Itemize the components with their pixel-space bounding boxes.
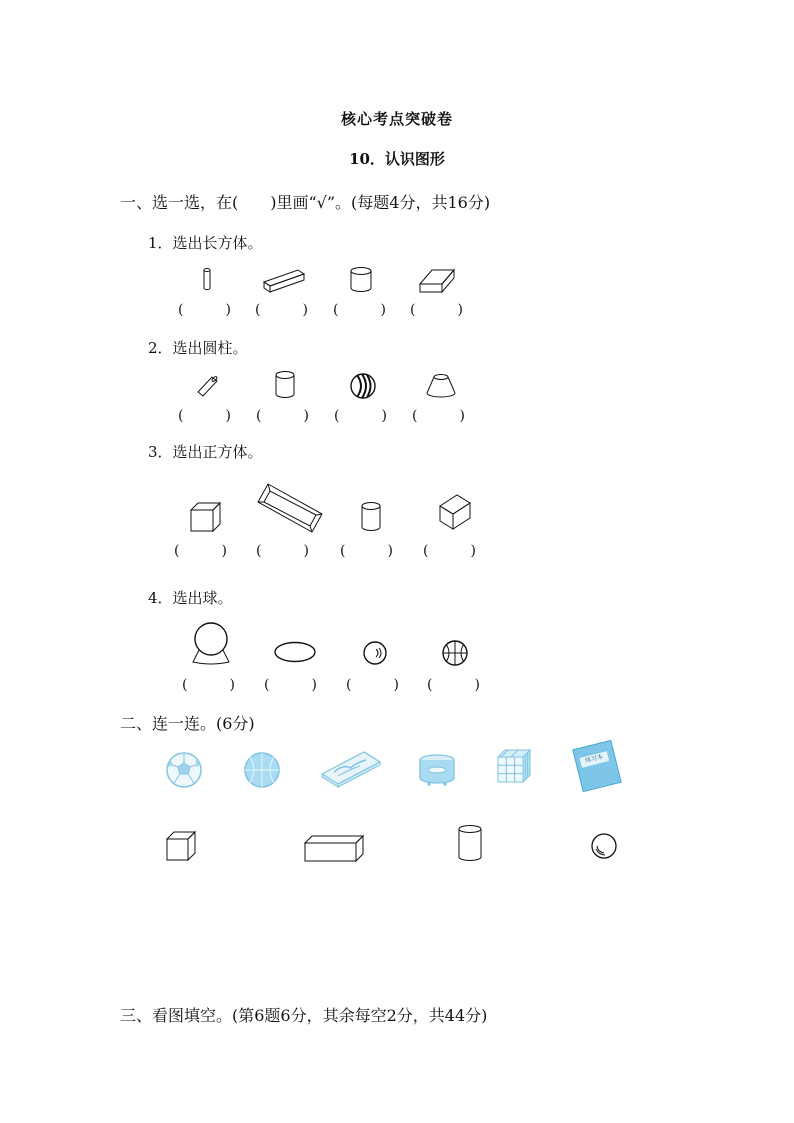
q2-answer-2[interactable]: ( )	[256, 408, 309, 424]
q1-answer-1[interactable]: ( )	[178, 302, 231, 318]
q4-answer-1[interactable]: ( )	[182, 677, 235, 693]
cylinder-icon	[273, 370, 297, 400]
frustum-icon	[424, 372, 458, 400]
section2-heading: 二、连一连。(6分)	[120, 714, 255, 733]
q1-answer-2[interactable]: ( )	[255, 302, 308, 318]
q2-answer-4[interactable]: ( )	[412, 408, 465, 424]
slanted-prism-icon	[418, 266, 458, 294]
striped-ball-icon	[349, 372, 377, 400]
q3-answer-1[interactable]: ( )	[174, 543, 227, 559]
page-subtitle: 10．认识图形	[349, 150, 445, 168]
q4-answer-2[interactable]: ( )	[264, 677, 317, 693]
rubik-cube-icon[interactable]	[496, 748, 532, 784]
pencil-box-icon[interactable]	[320, 750, 382, 788]
section3-heading: 三、看图填空。(第6题6分，其余每空2分，共44分)	[120, 1006, 488, 1025]
q4-answer-4[interactable]: ( )	[427, 677, 480, 693]
ellipse-icon	[272, 640, 318, 664]
soccer-ball-icon[interactable]	[164, 750, 204, 790]
cube-icon[interactable]	[164, 830, 198, 862]
section1-heading: 一、选一选，在( )里画“√”。(每题4分，共16分)	[120, 193, 491, 212]
small-ball-icon	[361, 639, 389, 667]
sphere-icon[interactable]	[590, 832, 618, 860]
question1-label: 1．选出长方体。	[148, 234, 263, 252]
question4-label: 4．选出球。	[148, 589, 233, 607]
cuboid-icon[interactable]	[303, 834, 365, 864]
exercise-book-label: 练习本	[580, 751, 610, 767]
q1-answer-4[interactable]: ( )	[410, 302, 463, 318]
tin-can-icon[interactable]	[417, 752, 457, 788]
basketball-object-icon[interactable]	[242, 750, 282, 790]
crystal-ball-icon	[190, 620, 232, 666]
question3-label: 3．选出正方体。	[148, 443, 263, 461]
long-box-icon	[256, 482, 326, 536]
q4-answer-3[interactable]: ( )	[346, 677, 399, 693]
diagonal-stick-icon	[196, 374, 220, 398]
cylinder-icon[interactable]	[456, 824, 484, 864]
cylinder-icon	[348, 266, 374, 294]
q2-answer-3[interactable]: ( )	[334, 408, 387, 424]
q3-answer-4[interactable]: ( )	[423, 543, 476, 559]
tilted-cube-icon	[437, 492, 473, 532]
page-title: 核心考点突破卷	[340, 110, 453, 128]
q1-answer-3[interactable]: ( )	[333, 302, 386, 318]
q3-answer-2[interactable]: ( )	[256, 543, 309, 559]
cuboid-bar-icon	[260, 266, 308, 294]
cube-icon	[188, 500, 224, 534]
q2-answer-1[interactable]: ( )	[178, 408, 231, 424]
q3-answer-3[interactable]: ( )	[340, 543, 393, 559]
basketball-icon	[441, 639, 469, 667]
exercise-book-icon[interactable]	[572, 740, 621, 792]
question2-label: 2．选出圆柱。	[148, 339, 248, 357]
thin-cylinder-icon	[200, 266, 214, 292]
cylinder-icon	[359, 501, 383, 533]
